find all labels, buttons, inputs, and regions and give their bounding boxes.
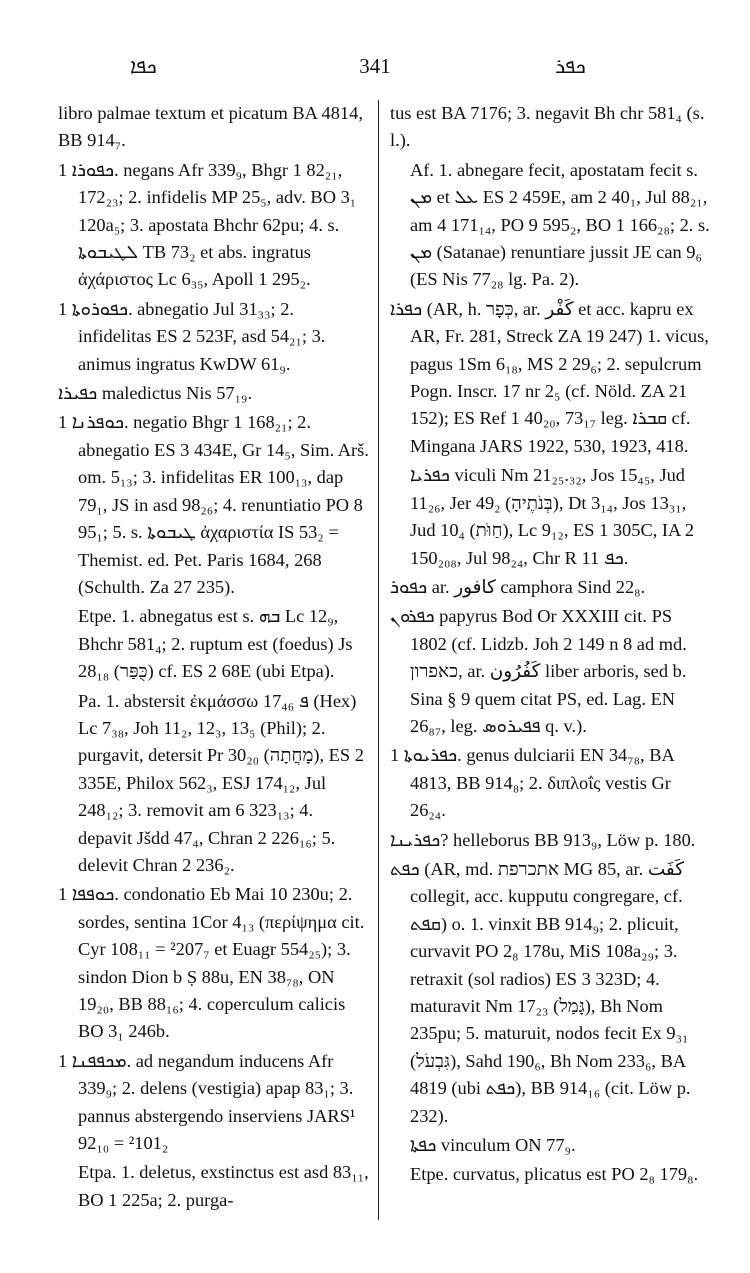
header-right-headword: ܟܦܪ bbox=[555, 54, 586, 78]
dictionary-entry: ܟܘܦܪܢܐ 1. negatio Bhgr 1 168₂₁; 2. abnegatio ES 3 434E, Gr 14₅, Sim. Arš. om. 5₁₃; 3. infidelitas ER 100₁₃, dap 79₁, JS in asd 98₂₆; 4. renuntiatio PO 8 95₁; 5. s. ܛܝܒܘܬܐ ἀχαριστία IS 53₂ = Themist. ed. Pet. Paris 1684, 268 (Schulth. Za 27 235). bbox=[58, 412, 369, 597]
dictionary-entry: ܟܦܬܐ vinculum ON 77₉. bbox=[410, 1135, 576, 1156]
column-divider bbox=[378, 100, 379, 1220]
right-column bbox=[390, 100, 710, 1191]
dictionary-entry: tus est BA 7176; 3. negavit Bh chr 581₄ (s. l.). bbox=[390, 103, 705, 151]
dictionary-entry: Etpe. curvatus, plicatus est PO 2₈ 179₈. bbox=[410, 1164, 699, 1185]
dictionary-entry: Etpe. 1. abnegatus est s. ܒܗ Lc 12₉, Bhchr 581₄; 2. ruptum est (foedus) Js 28₁₈ (כֻּפַּר) cf. ES 2 68E (ubi Etpa). bbox=[78, 606, 353, 682]
dictionary-entry: ܟܦܘܪ ar. كافور camphora Sind 22₈. bbox=[390, 576, 646, 597]
dictionary-entry: ܟܦܘܪܐ 1. negans Afr 339₉, Bhgr 1 82₂₁, 172₂₃; 2. infidelis MP 25₅, adv. BO 3₁ 120a₅; 3. apostata Bhchr 62pu; 4. s. ܠܛܝܒܘܬܐ TB 73₂ et abs. ingratus ἀχάριστος Lc 6₃₅, Apoll 1 295₂. bbox=[58, 159, 357, 290]
left-column bbox=[58, 100, 370, 1216]
dictionary-entry: Pa. 1. abstersit ἐκμάσσω ܦ 17₄₆ (Hex) Lc 7₃₈, Joh 11₂, 12₃, 13₅ (Phil); 2. purgavit, detersit Pr 30₂₀ (מָחֲתָה), ES 2 335E, Philox 562₃, ESJ 174₁₂, Jul 248₁₂; 3. removit am 6 323₁₃; 4. depavit Jšdd 47₄, Chran 2 226₁₆; 5. delevit Chran 2 236₂. bbox=[78, 690, 364, 875]
dictionary-entry: ܟܦܝܪܐ maledictus Nis 57₁₉. bbox=[58, 383, 253, 404]
dictionary-entry: ܟܦܪܐ (AR, h. כְּפָר, ar. كَفْر et acc. kapru ex AR, Fr. 281, Streck ZA 19 247) 1. vicus, pagus 1Sm 6₁₈, MS 2 29₆; 2. sepulcrum Pogn. Inscr. 17 nr 2₅ (cf. Nöld. ZA 21 152); ES Ref 1 40₂₀, 73₁₇ leg. ܩܒܪܐ cf. Mingana JARS 1922, 530, 1923, 418. bbox=[390, 298, 709, 456]
dictionary-entry: ܡܟܦܦܢܐ 1. ad negandum inducens Afr 339₉; 2. delens (vestigia) apap 83₁; 3. pannus abstergendo inserviens JARS¹ 92₁₀ = ²101₂ bbox=[58, 1050, 356, 1154]
page-number: 341 bbox=[359, 54, 391, 78]
dictionary-entry: libro palmae textum et picatum BA 4814, BB 914₇. bbox=[58, 103, 363, 151]
dictionary-entry: ܟܦܬ (AR, md. אתכרפת MG 85, ar. كَفَت collegit, acc. kupputu congregare, cf. ܩܦܬ) o. 1. vinxit BB 914₉; 2. plicuit, curvavit PO 2₈ 178u, MiS 108a₂₉; 3. retraxit (sol radios) ES 3 323D; 4. maturavit Nm 17₂₃ (גָּמַל), Bh Nom 235pu; 5. maturuit, nodos fecit Ex 9₃₁ (גִּבְעֹל), Sahd 190₆, Bh Nom 233₆, BA 4819 (ubi ܟܦܬ), BB 914₁₆ (cit. Löw p. 232). bbox=[390, 858, 691, 1126]
dictionary-entry: ܟܦܪܝܢܐ? helleborus BB 913₉, Löw p. 180. bbox=[390, 829, 696, 850]
dictionary-entry: ܟܦܪܝܘܬܐ 1. genus dulciarii EN 34₇₈, BA 4813, BB 914₈; 2. διπλοΐς vestis Gr 26₂₄. bbox=[390, 745, 674, 821]
dictionary-entry: ܟܦܪܘܢ papyrus Bod Or XXXIII cit. PS 1802 (cf. Lidzb. Joh 2 149 n 8 ad md. כאפרון, ar. كَفُرُون liber arboris, sed b. Sina § 9 quem citat PS, ed. Lag. EN 26₈₇, leg. ܦܦܝܪܘܣ q. v.). bbox=[390, 606, 687, 736]
page-header bbox=[0, 54, 750, 88]
dictionary-entry: ܟܘܦܦܐ 1. condonatio Eb Mai 10 230u; 2. sordes, sentina 1Cor 4₁₃ (περίψημα cit. Cyr 108₁₁ = ²207₇ et Euagr 554₂₅); 3. sindon Dion b Ṣ 88u, EN 38₇₈, ON 19₂₀, BB 88₁₆; 4. coperculum calicis BO 3₁ 246b. bbox=[58, 884, 365, 1042]
header-left-headword: ܟܦܐ bbox=[130, 54, 157, 78]
dictionary-entry: ܟܦܘܪܘܬܐ 1. abnegatio Jul 31₃₃; 2. infidelitas ES 2 523F, asd 54₂₁; 3. animus ingratus KwDW 61₉. bbox=[58, 298, 326, 374]
dictionary-entry: Af. 1. abnegare fecit, apostatam fecit s. ܡܢ et ܥܠ ES 2 459E, am 2 40₁, Jul 88₂₁, am 4 171₁₄, PO 9 595₂, BO 1 166₂₈; 2. s. ܡܢ (Satanae) renuntiare jussit JE can 9₆ (ES Nis 77₂₈ lg. Pa. 2). bbox=[410, 159, 710, 290]
dictionary-entry: ܟܦܪܝܐ viculi Nm 21₂₅.₃₂, Jos 15₄₅, Jud 11₂₆, Jer 49₂ (בְּנֹתֶיהָ), Dt 3₁₄, Jos 13₃₁, Jud 10₄ (חַוֺּת), Lc 9₁₂, ES 1 305C, IA 2 150₂₀₈, Jul 98₂₄, Chr R ܟܦ 11. bbox=[410, 465, 695, 568]
dictionary-entry: Etpa. 1. deletus, exstinctus est asd 83₁₁, BO 1 225a; 2. purga- bbox=[78, 1162, 369, 1210]
